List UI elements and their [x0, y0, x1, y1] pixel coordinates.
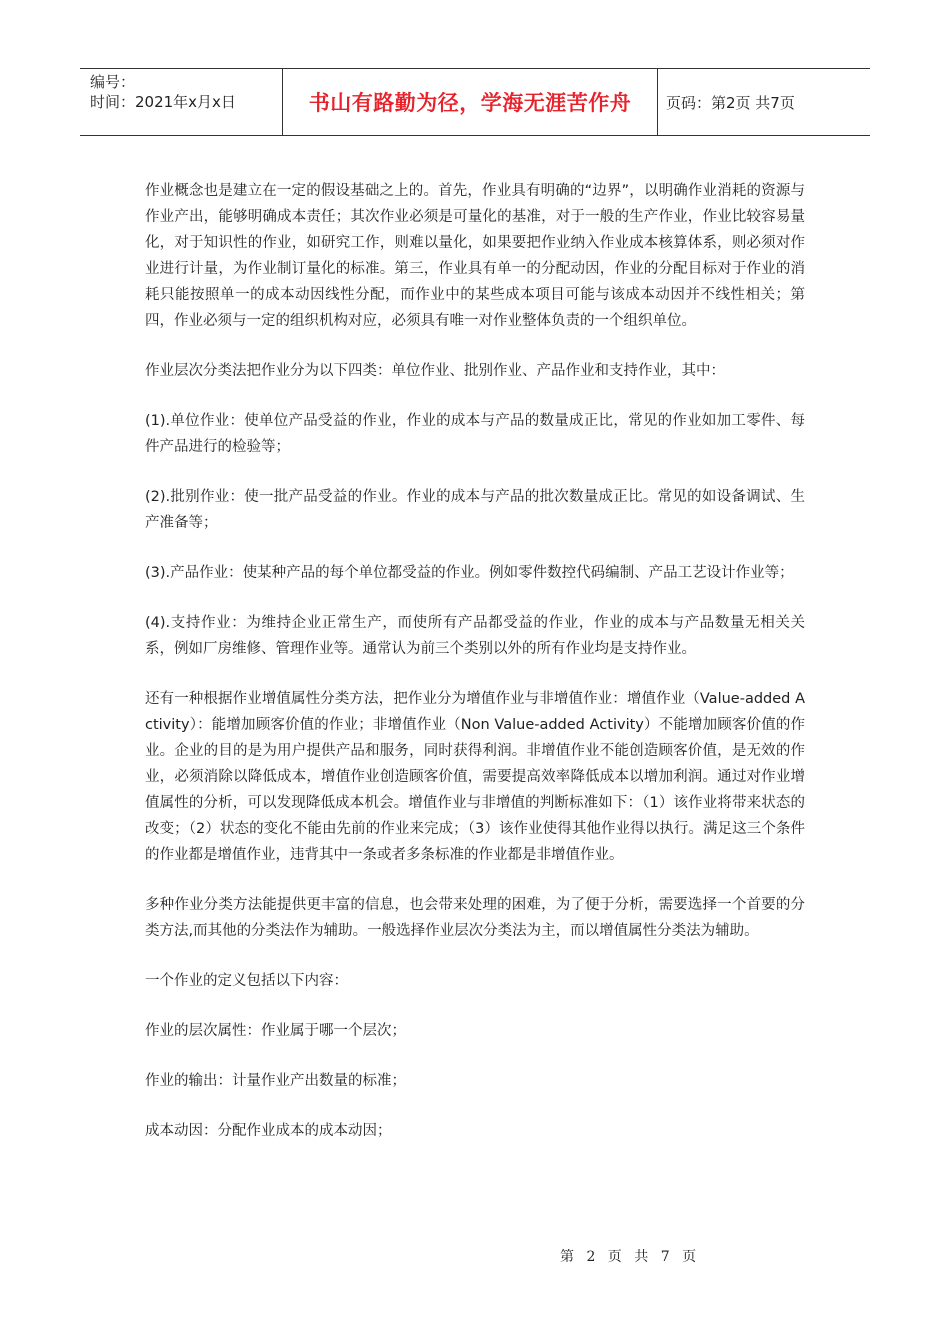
paragraph-product-activity: (3).产品作业：使某种产品的每个单位都受益的作业。例如零件数控代码编制、产品工艺设计作业等； [145, 565, 794, 581]
paragraph-batch-activity: (2).批别作业：使一批产品受益的作业。作业的成本与产品的批次数量成正比。常见的如设备调试、生产准备等； [145, 489, 805, 531]
paragraph-unit-activity: (1).单位作业：使单位产品受益的作业，作业的成本与产品的数量成正比，常见的作业如加工零件、每件产品进行的检验等； [145, 413, 805, 455]
paragraph-output: 作业的输出：计量作业产出数量的标准； [145, 1073, 406, 1089]
document-date: 时间：2021年x月x日 [90, 93, 236, 111]
document-number-label: 编号： [90, 73, 136, 91]
paragraph-level-attribute: 作业的层次属性：作业属于哪一个层次； [145, 1023, 406, 1039]
header-meta [80, 69, 282, 135]
paragraph-value-added: 还有一种根据作业增值属性分类方法，把作业分为增值作业与非增值作业：增值作业（Value-added Activity）：能增加顾客价值的作业；非增值作业（Non Value-added Activity）不能增加顾客价值的作业。企业的目的是为用户提供产品和服务，同时获得利润。非增值作业不能创造顾客价值，是无效的作业，必须消除以降低成本，增值作业创造顾客价值，需要提高效率降低成本以增加利润。通过对作业增值属性的分析，可以发现降低成本机会。增值作业与非增值的判断标准如下：（1）该作业将带来状态的改变；（2）状态的变化不能由先前的作业来完成；（3）该作业使得其他作业得以执行。满足这三个条件的作业都是增值作业，违背其中一条或者多条标准的作业都是非增值作业。 [145, 691, 805, 863]
paragraph-assumptions: 作业概念也是建立在一定的假设基础之上的。首先，作业具有明确的“边界”，以明确作业消耗的资源与作业产出，能够明确成本责任；其次作业必须是可量化的基准，对于一般的生产作业，作业比较容易量化，对于知识性的作业，如研究工作，则难以量化，如果要把作业纳入作业成本核算体系，则必须对作业进行计量，为作业制订量化的标准。第三，作业具有单一的分配动因，作业的分配目标对于作业的消耗只能按照单一的成本动因线性分配，而作业中的某些成本项目可能与该成本动因并不线性相关；第四，作业必须与一定的组织机构对应，必须具有唯一对作业整体负责的一个组织单位。 [145, 183, 805, 329]
page-header [80, 68, 870, 136]
paragraph-multiple-methods: 多种作业分类方法能提供更丰富的信息，也会带来处理的困难，为了便于分析，需要选择一个首要的分类方法,而其他的分类法作为辅助。一般选择作业层次分类法为主，而以增值属性分类法为辅助。 [145, 897, 805, 939]
paragraph-definition-intro: 一个作业的定义包括以下内容： [145, 973, 348, 989]
document-body [145, 178, 805, 1168]
paragraph-hierarchy-intro: 作业层次分类法把作业分为以下四类：单位作业、批别作业、产品作业和支持作业，其中： [145, 363, 725, 379]
paragraph-support-activity: (4).支持作业：为维持企业正常生产，而使所有产品都受益的作业，作业的成本与产品数量无相关关系，例如厂房维修、管理作业等。通常认为前三个类别以外的所有作业均是支持作业。 [145, 615, 805, 657]
header-motto: 书山有路勤为径，学海无涯苦作舟 [282, 69, 658, 135]
paragraph-cost-driver: 成本动因：分配作业成本的成本动因； [145, 1123, 392, 1139]
header-page-info: 页码：第2页 共7页 [666, 93, 795, 112]
page-footer: 第 2 页 共 7 页 [560, 1249, 701, 1265]
